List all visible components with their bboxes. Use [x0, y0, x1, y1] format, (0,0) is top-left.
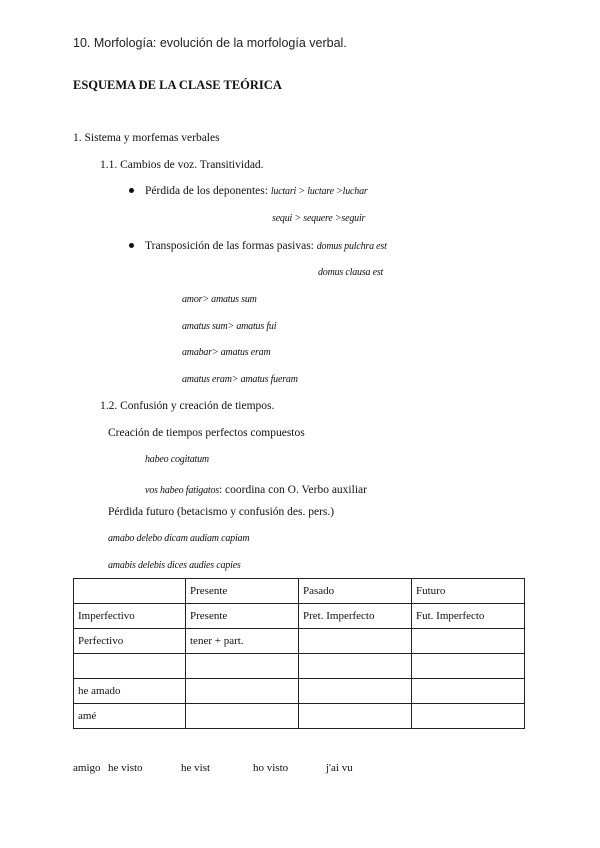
footer-word: he visto — [108, 762, 143, 774]
subsection-1-1-label: 1.1. Cambios de voz. Transitividad. — [100, 159, 264, 171]
compound-example-line — [145, 480, 367, 498]
bullet-icon — [129, 243, 134, 248]
latin-example: domus clausa est — [318, 267, 384, 278]
table-cell: Imperfectivo — [74, 604, 186, 629]
bullet-icon — [129, 188, 134, 193]
latin-example: amabis delebis dices audies capies — [108, 560, 241, 571]
section-1-label: 1. Sistema y morfemas verbales — [73, 132, 220, 144]
table-row — [74, 679, 525, 704]
table-cell: Fut. Imperfecto — [412, 604, 525, 629]
latin-example: vos habeo fatigatos — [145, 485, 219, 496]
table-cell — [412, 704, 525, 729]
table-cell: Pret. Imperfecto — [299, 604, 412, 629]
footer-word: amigo — [73, 762, 101, 774]
table-cell — [412, 654, 525, 679]
bullet-pasivas: Transposición de las formas pasivas: domus pulchra est — [129, 240, 387, 252]
latin-example: habeo cogitatum — [145, 454, 209, 465]
table-cell — [412, 629, 525, 654]
passive-example: amatus sum> amatus fui — [182, 321, 277, 332]
footer-word: j'ai vu — [326, 762, 353, 774]
table-row — [74, 654, 525, 679]
footer-word: he vist — [181, 762, 211, 774]
latin-example: sequi > sequere >seguir — [272, 213, 366, 224]
passive-example: amabar> amatus eram — [182, 347, 271, 358]
latin-example: amabo delebo dicam audiam capiam — [108, 533, 250, 544]
table-cell — [74, 579, 186, 604]
table-cell — [186, 654, 299, 679]
tense-aspect-table — [73, 578, 525, 729]
table-header: Pasado — [299, 579, 412, 604]
latin-example: domus pulchra est — [316, 241, 387, 252]
table-cell — [299, 629, 412, 654]
subsection-1-2-label: 1.2. Confusión y creación de tiempos. — [100, 400, 275, 412]
table-cell — [74, 654, 186, 679]
table-cell — [299, 704, 412, 729]
table-cell — [186, 679, 299, 704]
document-title: 10. Morfología: evolución de la morfología verbal. — [73, 36, 347, 50]
table-cell: he amado — [74, 679, 186, 704]
table-header: Futuro — [412, 579, 525, 604]
table-cell: Presente — [186, 604, 299, 629]
bullet-deponentes: Pérdida de los deponentes: luctari > luctare >luchar — [129, 185, 368, 197]
passive-example: amor> amatus sum — [182, 294, 257, 305]
compound-tenses-heading: Creación de tiempos perfectos compuestos — [108, 427, 305, 439]
table-cell: tener + part. — [186, 629, 299, 654]
compound-note: : coordina con O. Verbo auxiliar — [218, 484, 367, 496]
table-header: Presente — [186, 579, 299, 604]
table-cell — [299, 654, 412, 679]
footer-word: ho visto — [253, 762, 289, 774]
table-cell: Perfectivo — [74, 629, 186, 654]
future-loss-heading: Pérdida futuro (betacismo y confusión des. pers.) — [108, 506, 335, 518]
table-row — [74, 629, 525, 654]
passive-example: amatus eram> amatus fueram — [182, 374, 298, 385]
table-cell — [412, 679, 525, 704]
latin-example: luctari > luctare >luchar — [270, 186, 368, 197]
table-row — [74, 604, 525, 629]
table-row — [74, 704, 525, 729]
table-cell — [186, 704, 299, 729]
table-cell: amé — [74, 704, 186, 729]
section-heading: ESQUEMA DE LA CLASE TEÓRICA — [73, 78, 282, 92]
table-cell — [299, 679, 412, 704]
table-row — [74, 579, 525, 604]
